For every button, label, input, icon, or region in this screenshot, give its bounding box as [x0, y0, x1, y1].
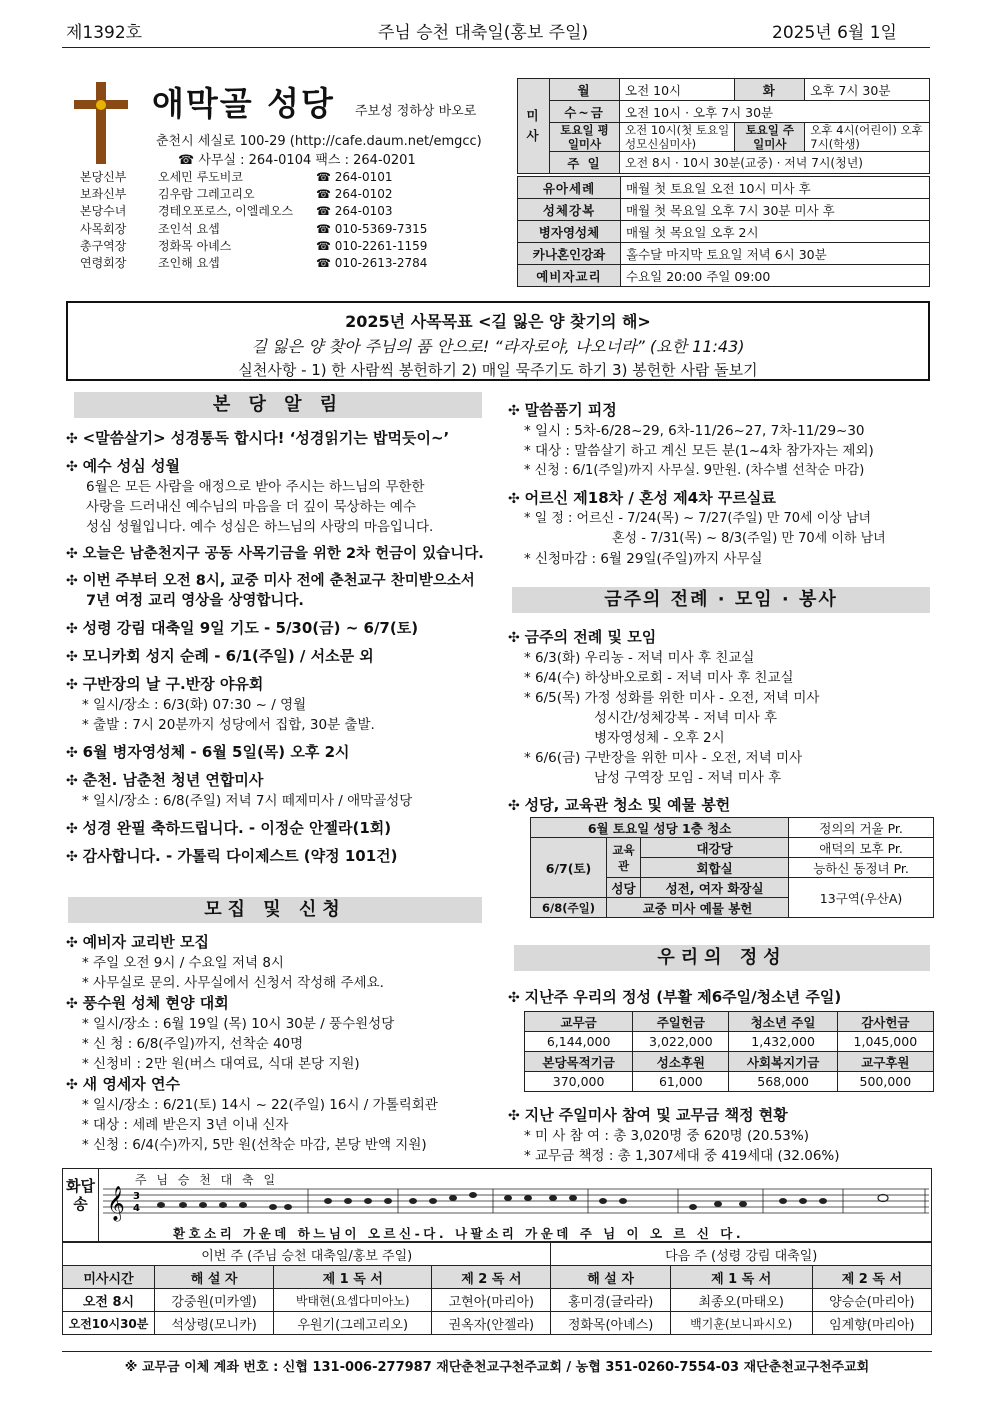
retreat-list: ✣ 말씀품기 피정 * 일시 : 5차-6/28~29, 6차-11/26~27, 7차-11/29~30 * 대상 : 말씀살기 하고 계신 모든 분(1~4차 참가자는 제외) * 신청 : 6/1(주일)까지 사무실. 9만원. (차수별 선착순 마감) ✣ 어르신 제18차 / 혼성 제4차 꾸르실료 * 일 정 : 어르신 - 7/24(목) ~ 7/27(주일) 만 70세 이상 남녀 혼성 - 7/31(목) ~ 8/3(주일) 만 70세 이하 남녀 * 신청마감 : 6월 29일(주일)까지 사무실 [508, 400, 938, 569]
week-list: ✣ 금주의 전례 및 모임 * 6/3(화) 우리농 - 저녁 미사 후 친교실 * 6/4(수) 하상바오로회 - 저녁 미사 후 친교실 * 6/5(목) 가정 성화를 위한 미사 - 오전, 저녁 미사 성시간/성체강복 - 저녁 미사 후 병자영성체 - 오후 2시 * 6/6(금) 구반장을 위한 미사 - 오전, 저녁 미사 남성 구역장 모임 - 저녁 미사 후 ✣ 성당, 교육관 청소 및 예물 봉헌 [508, 627, 938, 816]
notice-item: ✣ 성령 강림 대축일 9일 기도 - 5/30(금) ~ 6/7(토) [66, 618, 506, 639]
staff-row: 사목회장 조인석 요셉 ☎ 010-5369-7315 [80, 221, 428, 236]
header-rule [62, 47, 930, 48]
notice-item: ✣ 오늘은 남춘천지구 공동 사목기금을 위한 2차 헌금이 있습니다. [66, 544, 506, 564]
cross-logo-icon [72, 80, 130, 166]
issue-date: 2025년 6월 1일 [772, 23, 897, 43]
staff-row: 보좌신부 김우람 그레고리오 ☎ 264-0102 [80, 187, 393, 202]
offering-title: ✣ 지난주 우리의 정성 (부활 제6주일/청소년 주일) [508, 987, 938, 1008]
psalm-lyrics: 환호소리 가운데 하느님이 오르신-다. 나팔소리 가운데 주 님 이 오 르 신 다. [173, 1226, 745, 1241]
roster-this-week: 이번 주 (주님 승천 대축일/홍보 주일) [63, 1243, 551, 1266]
banner-motto: 길 잃은 양 찾아 주님의 품 안으로! “라자로야, 나오너라” (요한 11:43) [251, 337, 745, 356]
banner-practice: 실천사항 - 1) 한 사람씩 봉헌하기 2) 매일 묵주기도 하기 3) 봉헌한 사람 돌보기 [238, 361, 758, 379]
notice-item: ✣ 감사합니다. - 가톨릭 다이제스트 (약정 101건) [66, 846, 506, 867]
svg-text:4: 4 [133, 1203, 140, 1214]
parish-name: 애막골 성당 [152, 84, 335, 123]
section-offering: 우리의 정성 [514, 945, 930, 971]
parish-patron: 주보성 정하상 바오로 [355, 104, 477, 119]
section-notice: 본 당 알 림 [74, 392, 482, 418]
recruit-item: ✣ 풍수원 성체 현양 대회 [66, 993, 506, 1014]
roster-next-week: 다음 주 (성령 강림 대축일) [551, 1243, 932, 1266]
recruit-item: ✣ 새 영세자 연수 [66, 1074, 506, 1095]
notice-item: ✣ 이번 주부터 오전 8시, 교중 미사 전에 춘천교구 찬미받으소서 [66, 571, 506, 591]
issue-number: 제1392호 [66, 23, 143, 43]
feast-title: 주님 승천 대축일(홍보 주일) [378, 23, 589, 43]
notice-item: ✣ 구반장의 날 구.반장 야유회 [66, 674, 506, 695]
psalm-response-box [62, 1168, 932, 1242]
reader-roster-table: 이번 주 (주님 승천 대축일/홍보 주일) 다음 주 (성령 강림 대축일) 미사시간 해 설 자 제 1 독 서 제 2 독 서 해 설 자 제 1 독 서 제 2 독 서 오전 8시 강중원(미카엘) 박태현(요셉다미아노) 고현아(마리아) 홍미경(글라라) 최종오(마태오) 양승순(마리아) 오전10시30분 석상령(모니카) 우원기(그레고리오) 권옥자(안젤라) 정화목(아녜스) 백기훈(보니파시오) 임계향(마리아) [62, 1242, 932, 1335]
notice-list: ✣ <말씀살기> 성경통독 합시다! ‘성경읽기는 밥먹듯이~’ ✣ 예수 성심 성월 6월은 모든 사람을 애정으로 받아 주시는 하느님의 무한한 사랑을 드러내신 예수님의 마음을 더 깊이 묵상하는 예수 성심 성월입니다. 예수 성심은 하느님의 사랑의 마음입니다. ✣ 오늘은 남춘천지구 공동 사목기금을 위한 2차 헌금이 있습니다. ✣ 이번 주부터 오전 8시, 교중 미사 전에 춘천교구 찬미받으소서 7년 여정 교리 영상을 상영합니다. ✣ 성령 강림 대축일 9일 기도 - 5/30(금) ~ 6/7(토) ✣ 모니카회 성지 순례 - 6/1(주일) / 서소문 외 ✣ 구반장의 날 구.반장 야유회 * 일시/장소 : 6/3(화) 07:30 ~ / 영월 * 출발 : 7시 20분까지 성당에서 집합, 30분 출발. ✣ 6월 병자영성체 - 6월 5일(목) 오후 2시 ✣ 춘천. 남춘천 청년 연합미사 * 일시/장소 : 6/8(주일) 저녁 7시 떼제미사 / 애막골성당 ✣ 성경 완필 축하드립니다. - 이정순 안젤라(1회) ✣ 감사합니다. - 가톨릭 다이제스트 (약정 101건) [66, 428, 506, 867]
bank-account-footer: ※ 교무금 이체 계좌 번호 : 신협 131-006-277987 재단춘천교구천주교회 / 농협 351-0260-7554-03 재단춘천교구천주교회 [62, 1351, 932, 1375]
offering-table: 교무금 주일헌금 청소년 주일 감사헌금 6,144,000 3,022,000 1,432,000 1,045,000 본당목적기금 성소후원 사회복지기금 교구후원 370,000 61,000 568,000 500,000 [524, 1011, 934, 1092]
notice-item: ✣ 춘천. 남춘천 청년 연합미사 [66, 770, 506, 791]
staff-list [80, 169, 427, 272]
pastoral-goal-banner [66, 301, 930, 381]
psalm-title: 주 님 승 천 대 축 일 [135, 1173, 279, 1187]
roster-row: 오전10시30분 석상령(모니카) 우원기(그레고리오) 권옥자(안젤라) 정화목(아녜스) 백기훈(보니파시오) 임계향(마리아) [63, 1312, 932, 1335]
staff-row: 연령회장 조인해 요셉 ☎ 010-2613-2784 [80, 256, 428, 271]
office-phone: ☎ 사무실 : 264-0104 팩스 : 264-0201 [178, 153, 416, 168]
mass-schedule-table: 미사 월 오전 10시 화 오후 7시 30분 수~금 오전 10시 · 오후 7시 30분 토요일 평일미사 오전 10시(첫 토요일 성모신심미사) 토요일 주일미사 오후 4시(어린이) 오후 7시(학생) 주 일 오전 8시 · 10시 30분(교중) · 저녁 7시(청년) [517, 78, 930, 174]
notice-item: ✣ 6월 병자영성체 - 6월 5일(목) 오후 2시 [66, 742, 506, 763]
section-recruit: 모집 및 신청 [68, 897, 482, 923]
cleaning-table: 6월 토요일 성당 1층 청소 정의의 거울 Pr. 6/7(토) 교육관 대강당 애덕의 모후 Pr. 회합실 능하신 동정녀 Pr. 성당 성전, 여자 화장실 13구역(우산A) 6/8(주일) 교중 미사 예물 봉헌 [530, 817, 934, 918]
notice-item: ✣ <말씀살기> 성경통독 합시다! ‘성경읽기는 밥먹듯이~’ [66, 428, 506, 449]
participation-block: ✣ 지난 주일미사 참여 및 교무금 책정 현황 * 미 사 참 여 : 총 3,020명 중 620명 (20.53%) * 교무금 책정 : 총 1,307세대 중 419세대 (32.06%) [508, 1105, 938, 1166]
section-week: 금주의 전례 · 모임 · 봉사 [512, 587, 930, 613]
notice-item: ✣ 예수 성심 성월 [66, 456, 506, 477]
recruit-item: ✣ 예비자 교리반 모집 [66, 932, 506, 953]
music-staff-icon [103, 1183, 929, 1223]
psalm-label: 화답송 [63, 1169, 99, 1241]
recruit-list: ✣ 예비자 교리반 모집 * 주일 오전 9시 / 수요일 저녁 8시 * 사무실로 문의. 사무실에서 신청서 작성해 주세요. ✣ 풍수원 성체 현양 대회 * 일시/장소 : 6월 19일 (목) 10시 30분 / 풍수원성당 * 신 청 : 6/8(주일)까지, 선착순 40명 * 신청비 : 2만 원(버스 대여료, 식대 본당 지원) ✣ 새 영세자 연수 * 일시/장소 : 6/21(토) 14시 ~ 22(주일) 16시 / 가톨릭회관 * 대상 : 세례 받은지 3년 이내 신자 * 신청 : 6/4(수)까지, 5만 원(선착순 마감, 본당 반액 지원) [66, 932, 506, 1155]
svg-text:𝄞: 𝄞 [107, 1186, 125, 1221]
roster-row: 오전 8시 강중원(미카엘) 박태현(요셉다미아노) 고현아(마리아) 홍미경(글라라) 최종오(마태오) 양승순(마리아) [63, 1289, 932, 1312]
staff-row: 본당신부 오세민 루도비코 ☎ 264-0101 [80, 170, 393, 184]
svg-text:3: 3 [133, 1191, 140, 1202]
staff-row: 총구역장 정화목 아녜스 ☎ 010-2261-1159 [80, 238, 428, 253]
sacrament-schedule-table: 유아세례 매월 첫 토요일 오전 10시 미사 후 성체강복 매월 첫 목요일 오후 7시 30분 미사 후 병자영성체 매월 첫 목요일 오후 2시 카나혼인강좌 홀수달 마지막 토요일 저녁 6시 30분 예비자교리 수요일 20:00 주일 09:00 [517, 176, 930, 287]
notice-item: ✣ 성경 완필 축하드립니다. - 이정순 안젤라(1회) [66, 818, 506, 839]
banner-title: 2025년 사목목표 <길 잃은 양 찾기의 해> [345, 312, 651, 331]
notice-item: ✣ 모니카회 성지 순례 - 6/1(주일) / 서소문 외 [66, 646, 506, 667]
staff-row: 본당수녀 경테오포로스, 이엘레오스 ☎ 264-0103 [80, 204, 393, 219]
parish-address: 춘천시 세실로 100-29 (http://cafe.daum.net/emgcc) [156, 134, 482, 149]
